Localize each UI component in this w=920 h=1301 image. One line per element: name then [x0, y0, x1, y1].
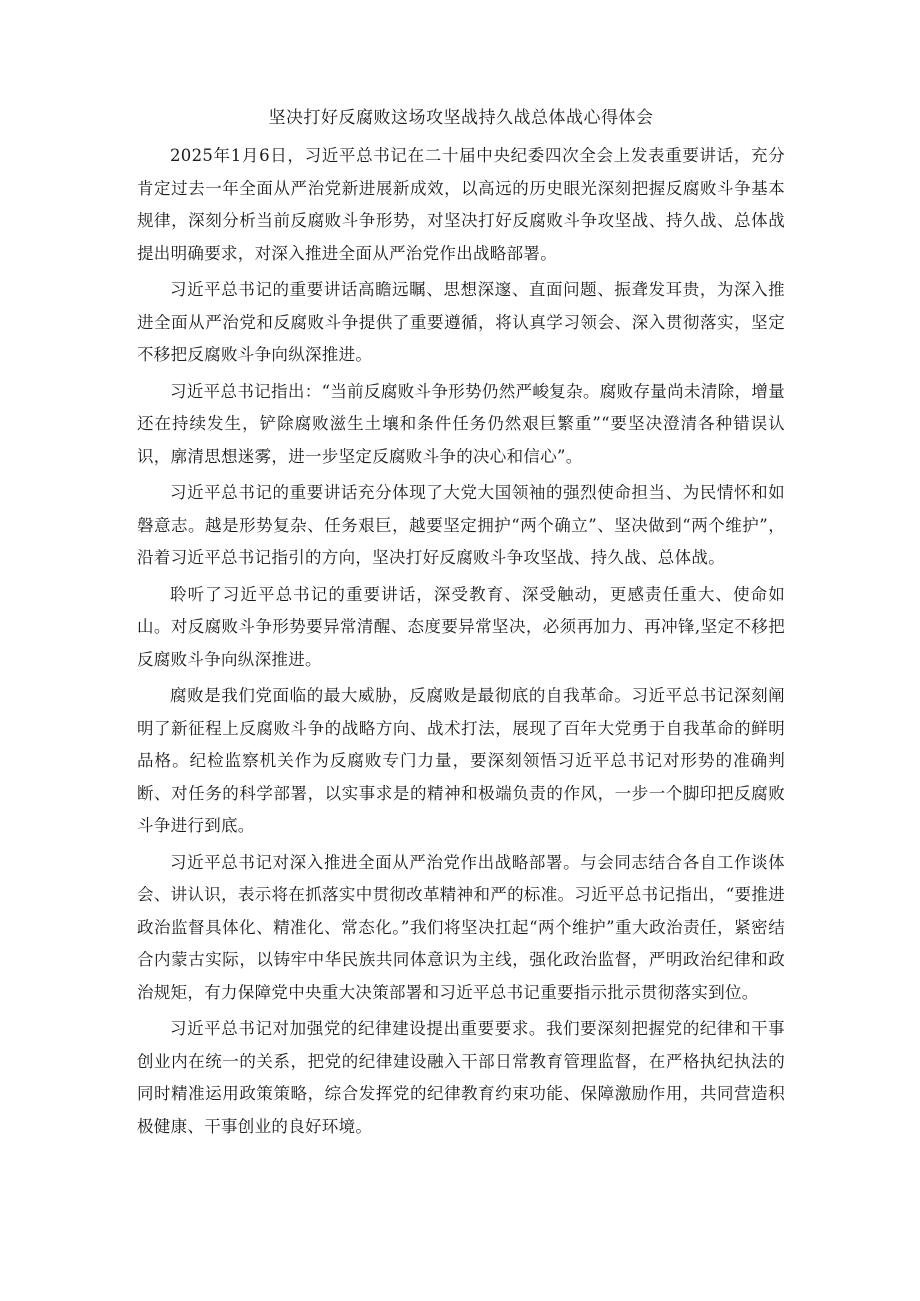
paragraph: 习近平总书记指出：“当前反腐败斗争形势仍然严峻复杂。腐败存量尚未清除，增量还在持续发生，铲除腐败滋生土壤和条件任务仍然艰巨繁重”“要坚决澄清各种错误认识，廓清思想迷雾，进一步坚定反腐败斗争的决心和信心”。: [137, 381, 785, 466]
document-page: [137, 104, 785, 1147]
paragraph: 腐败是我们党面临的最大威胁，反腐败是最彻底的自我革命。习近平总书记深刻阐明了新征程上反腐败斗争的战略方向、战术打法，展现了百年大党勇于自我革命的鲜明品格。纪检监察机关作为反腐败专门力量，要深刻领悟习近平总书记对形势的准确判断、对任务的科学部署，以实事求是的精神和极端负责的作风，一步一个脚印把反腐败斗争进行到底。: [137, 686, 785, 835]
paragraph: 2025年1月6日，习近平总书记在二十届中央纪委四次全会上发表重要讲话，充分肯定过去一年全面从严治党新进展新成效，以高远的历史眼光深刻把握反腐败斗争基本规律，深刻分析当前反腐败斗争形势，对坚决打好反腐败斗争攻坚战、持久战、总体战提出明确要求，对深入推进全面从严治党作出战略部署。: [137, 146, 785, 263]
paragraph: 习近平总书记对加强党的纪律建设提出重要要求。我们要深刻把握党的纪律和干事创业内在统一的关系，把党的纪律建设融入干部日常教育管理监督，在严格执纪执法的同时精准运用政策策略，综合发挥党的纪律教育约束功能、保障激励作用，共同营造积极健康、干事创业的良好环境。: [137, 1019, 785, 1136]
paragraph: 聆听了习近平总书记的重要讲话，深受教育、深受触动，更感责任重大、使命如山。对反腐败斗争形势要异常清醒、态度要异常坚决，必须再加力、再冲锋,坚定不移把反腐败斗争向纵深推进。: [137, 584, 785, 669]
paragraph: 习近平总书记的重要讲话高瞻远瞩、思想深邃、直面问题、振聋发耳贵，为深入推进全面从严治党和反腐败斗争提供了重要遵循，将认真学习领会、深入贯彻落实，坚定不移把反腐败斗争向纵深推进。: [137, 280, 785, 364]
paragraph: 习近平总书记对深入推进全面从严治党作出战略部署。与会同志结合各自工作谈体会、讲认识，表示将在抓落实中贯彻改革精神和严的标准。习近平总书记指出，“要推进政治监督具体化、精准化、常态化。”我们将坚决扛起“两个维护”重大政治责任，紧密结合内蒙古实际，以铸牢中华民族共同体意识为主线，强化政治监督，严明政治纪律和政治规矩，有力保障党中央重大决策部署和习近平总书记重要指示批示贯彻落实到位。: [137, 852, 785, 1002]
paragraph: 习近平总书记的重要讲话充分体现了大党大国领袖的强烈使命担当、为民情怀和如磐意志。越是形势复杂、任务艰巨，越要坚定拥护“两个确立”、坚决做到“两个维护”，沿着习近平总书记指引的方向，坚决打好反腐败斗争攻坚战、持久战、总体战。: [137, 483, 785, 567]
document-title: 坚决打好反腐败这场攻坚战持久战总体战心得体会: [268, 108, 654, 128]
